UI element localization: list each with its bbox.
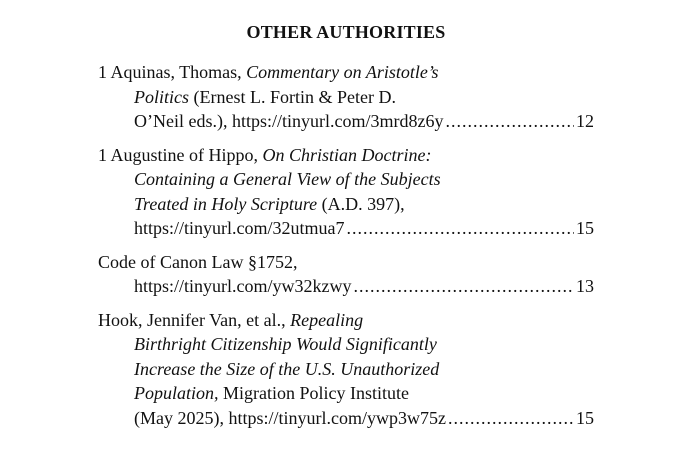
citation-text: (Ernest L. Fortin & Peter D. — [189, 86, 396, 107]
section-heading: OTHER AUTHORITIES — [246, 22, 446, 42]
entry-line — [98, 85, 594, 110]
citation-text: 1 Augustine of Hippo, — [98, 144, 263, 165]
authority-entry-hook — [98, 308, 594, 431]
citation-url: https://tinyurl.com/yw32kzwy — [134, 276, 352, 296]
citation-title: Politics — [134, 86, 189, 107]
citation-text: (A.D. 397), — [317, 193, 405, 214]
page-number: 15 — [576, 218, 594, 238]
citation-text: Migration Policy Institute — [218, 383, 409, 403]
citation-title: Repealing — [290, 309, 364, 330]
entry-line — [98, 60, 594, 85]
citation-url: (May 2025), https://tinyurl.com/ywp3w75z — [134, 407, 446, 428]
citation-text: 1 Aquinas, Thomas, — [98, 62, 247, 82]
citation-text: Code of Canon Law §1752, — [98, 251, 298, 272]
entry-line — [98, 192, 594, 217]
dot-leader — [448, 406, 574, 431]
citation-title: Containing a General View of the Subjects — [134, 169, 441, 189]
citation-title: Treated in Holy Scripture — [134, 193, 318, 214]
entry-line — [98, 381, 594, 406]
entry-line — [98, 308, 594, 333]
citation-title: Increase the Size of the U.S. Unauthorized — [134, 358, 440, 379]
entry-line — [98, 357, 594, 382]
entry-line — [98, 274, 594, 299]
entry-line — [98, 167, 594, 192]
page-number: 13 — [576, 276, 594, 296]
citation-url: O’Neil eds.), https://tinyurl.com/3mrd8z6y — [134, 111, 444, 131]
citation-title: Population, — [134, 383, 219, 403]
citation-title: Commentary on Aristotle’s — [246, 62, 439, 82]
entry-line — [98, 216, 594, 241]
citation-title: On Christian Doctrine: — [262, 144, 432, 165]
citation-url: https://tinyurl.com/32utmua7 — [134, 218, 345, 238]
entry-line — [98, 143, 594, 168]
authority-entry-aquinas — [98, 60, 594, 134]
entry-line — [98, 406, 594, 431]
dot-leader — [347, 216, 575, 241]
page-number: 12 — [576, 111, 594, 131]
entry-line — [98, 250, 594, 275]
entry-line — [98, 332, 594, 357]
citation-text: Hook, Jennifer Van, et al., — [98, 309, 291, 330]
page-number: 15 — [576, 407, 594, 428]
citation-title: Birthright Citizenship Would Significantly — [134, 334, 437, 354]
authority-entry-augustine — [98, 143, 594, 241]
authority-entry-canon-law — [98, 250, 594, 299]
dot-leader — [354, 274, 575, 299]
dot-leader — [445, 109, 574, 134]
entry-line — [98, 109, 594, 134]
authorities-list — [98, 60, 594, 439]
